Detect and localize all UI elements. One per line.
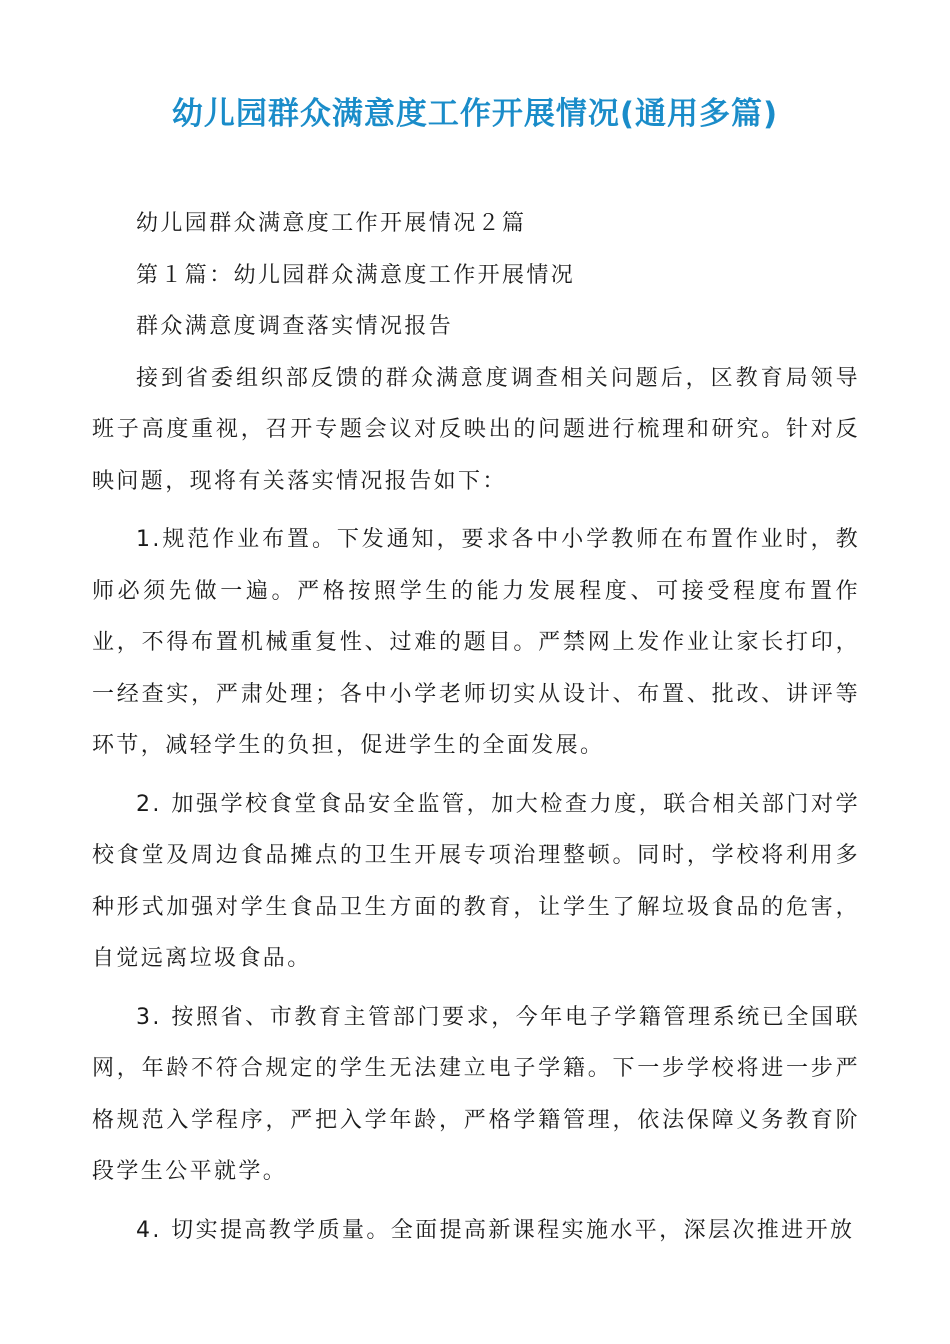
item-3-paragraph: 3. 按照省、市教育主管部门要求，今年电子学籍管理系统已全国联网，年龄不符合规定的学生无法建立电子学籍。下一步学校将进一步严格规范入学程序，严把入学年龄，严格学籍管理，依法保障义务教育阶段学生公平就学。 xyxy=(92,1004,860,1184)
item-1-paragraph: 1.规范作业布置。下发通知，要求各中小学教师在布置作业时，教师必须先做一遍。严格按照学生的能力发展程度、可接受程度布置作业，不得布置机械重复性、过难的题目。严禁网上发作业让家长打印，一经查实，严肃处理；各中小学老师切实从设计、布置、批改、讲评等环节，减轻学生的负担，促进学生的全面发展。 xyxy=(92,527,860,758)
document-body xyxy=(92,198,860,1256)
section-heading-paragraph: 第１篇：幼儿园群众满意度工作开展情况 xyxy=(136,262,576,288)
item-2-paragraph: 2. 加强学校食堂食品安全监管，加大检查力度，联合相关部门对学校食堂及周边食品摊点的卫生开展专项治理整顿。同时，学校将利用多种形式加强对学生食品卫生方面的教育，让学生了解垃圾食品的危害，自觉远离垃圾食品。 xyxy=(92,791,860,971)
report-heading-paragraph: 群众满意度调查落实情况报告 xyxy=(136,314,454,339)
item-4-paragraph: 4. 切实提高教学质量。全面提高新课程实施水平，深层次推进开放 xyxy=(136,1217,855,1243)
intro-paragraph: 接到省委组织部反馈的群众满意度调查相关问题后，区教育局领导班子高度重视，召开专题会议对反映出的问题进行梳理和研究。针对反映问题，现将有关落实情况报告如下： xyxy=(92,365,860,494)
document-title: 幼儿园群众满意度工作开展情况(通用多篇) xyxy=(171,96,779,132)
subtitle-paragraph: 幼儿园群众满意度工作开展情况２篇 xyxy=(136,211,527,236)
